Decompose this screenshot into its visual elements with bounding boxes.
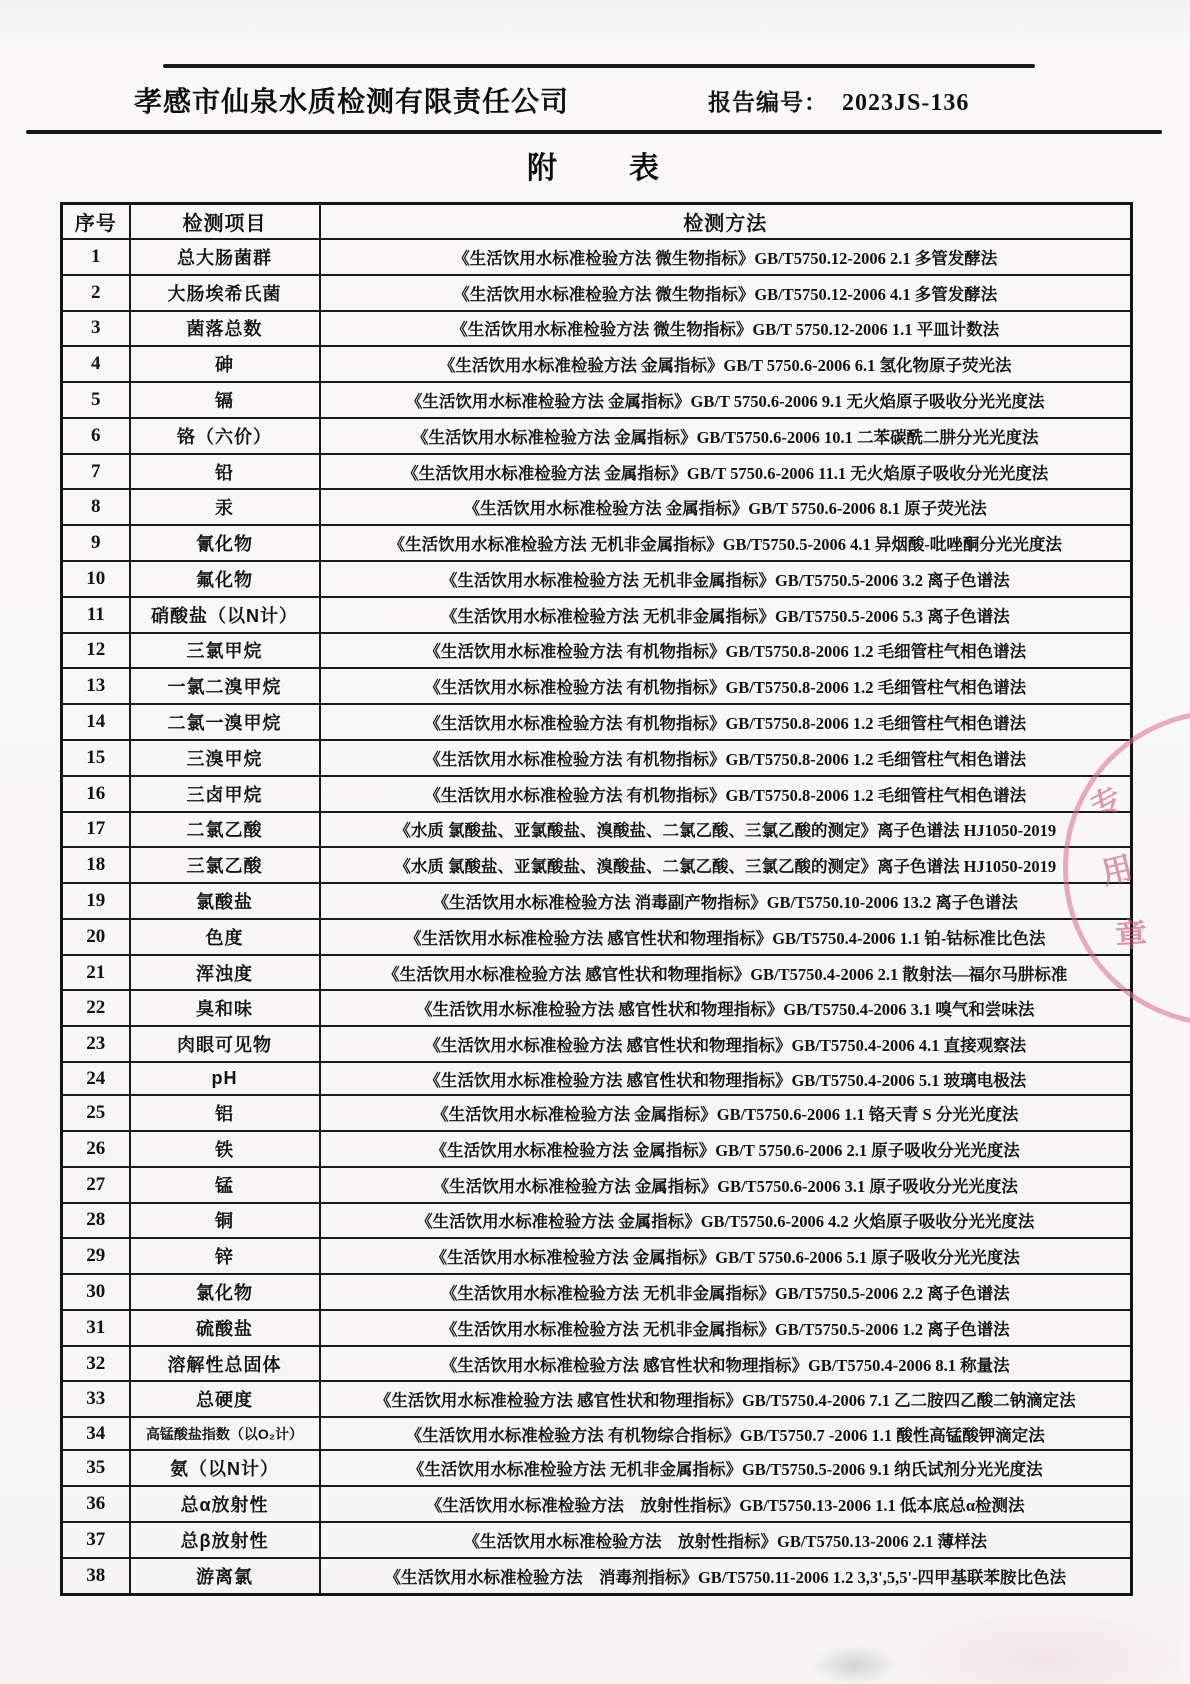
row-test-method: 《生活饮用水标准检验方法 有机物综合指标》GB/T5750.7 -2006 1.1 酸性高锰酸钾滴定法 [320,1417,1132,1450]
row-test-method: 《生活饮用水标准检验方法 感官性状和物理指标》GB/T5750.4-2006 4.1 直接观察法 [320,1026,1132,1062]
row-test-item: 总硬度 [130,1381,320,1417]
row-test-item: 总α放射性 [130,1486,320,1522]
row-test-method: 《生活饮用水标准检验方法 无机非金属指标》GB/T5750.5-2006 9.1 纳氏试剂分光光度法 [320,1450,1132,1486]
table-row [62,275,1132,311]
row-seq-no: 9 [62,525,130,561]
row-test-item: 菌落总数 [130,311,320,347]
row-test-method: 《生活饮用水标准检验方法 金属指标》GB/T 5750.6-2006 8.1 原子荧光法 [320,489,1132,525]
table-row [62,668,1132,704]
table-row [62,1417,1132,1450]
row-test-method: 《生活饮用水标准检验方法 金属指标》GB/T5750.6-2006 1.1 铬天青 S 分光光度法 [320,1095,1132,1131]
table-row [62,812,1132,848]
row-seq-no: 27 [62,1167,130,1203]
row-test-method: 《生活饮用水标准检验方法 无机非金属指标》GB/T5750.5-2006 3.2 离子色谱法 [320,561,1132,597]
row-test-item: 总大肠菌群 [130,239,320,275]
row-test-item: 肉眼可见物 [130,1026,320,1062]
row-seq-no: 25 [62,1095,130,1131]
row-test-item: 铜 [130,1203,320,1239]
row-seq-no: 24 [62,1062,130,1095]
row-test-method: 《生活饮用水标准检验方法 感官性状和物理指标》GB/T5750.4-2006 7.1 乙二胺四乙酸二钠滴定法 [320,1381,1132,1417]
row-seq-no: 14 [62,704,130,740]
table-row [62,955,1132,991]
table-row [62,1131,1132,1167]
row-seq-no: 32 [62,1346,130,1382]
table-row [62,704,1132,740]
row-test-item: 三卤甲烷 [130,776,320,812]
table-row [62,1238,1132,1274]
page-title: 附 表 [527,152,663,185]
table-row [62,346,1132,382]
row-test-method: 《生活饮用水标准检验方法 金属指标》GB/T5750.6-2006 3.1 原子吸收分光光度法 [320,1167,1132,1203]
row-test-method: 《生活饮用水标准检验方法 无机非金属指标》GB/T5750.5-2006 5.3 离子色谱法 [320,597,1132,633]
red-seal-char: 用 [1097,849,1137,892]
row-seq-no: 13 [62,668,130,704]
row-test-item: 铅 [130,454,320,490]
row-test-method: 《生活饮用水标准检验方法 金属指标》GB/T 5750.6-2006 5.1 原子吸收分光光度法 [320,1238,1132,1274]
table-row [62,1203,1132,1239]
row-seq-no: 3 [62,311,130,347]
row-test-item: 铝 [130,1095,320,1131]
row-test-method: 《生活饮用水标准检验方法 金属指标》GB/T 5750.6-2006 2.1 原子吸收分光光度法 [320,1131,1132,1167]
row-seq-no: 19 [62,883,130,919]
row-test-item: 二氯一溴甲烷 [130,704,320,740]
row-test-method: 《生活饮用水标准检验方法 感官性状和物理指标》GB/T5750.4-2006 5.1 玻璃电极法 [320,1062,1132,1095]
row-test-method: 《水质 氯酸盐、亚氯酸盐、溴酸盐、二氯乙酸、三氯乙酸的测定》离子色谱法 HJ1050-2019 [320,847,1132,883]
header-test-method: 检测方法 [320,204,1132,240]
row-test-item: pH [130,1062,320,1095]
row-seq-no: 16 [62,776,130,812]
row-test-method: 《生活饮用水标准检验方法 感官性状和物理指标》GB/T5750.4-2006 3.1 嗅气和尝味法 [320,990,1132,1026]
row-test-method: 《生活饮用水标准检验方法 金属指标》GB/T5750.6-2006 10.1 二苯碳酰二肼分光光度法 [320,418,1132,454]
table-row [62,1558,1132,1595]
row-seq-no: 38 [62,1558,130,1595]
row-test-item: 浑浊度 [130,955,320,991]
table-row [62,633,1132,669]
row-seq-no: 2 [62,275,130,311]
row-seq-no: 35 [62,1450,130,1486]
row-test-method: 《生活饮用水标准检验方法 感官性状和物理指标》GB/T5750.4-2006 8.1 称量法 [320,1346,1132,1382]
row-test-item: 铬（六价） [130,418,320,454]
row-test-item: 三溴甲烷 [130,740,320,776]
row-seq-no: 26 [62,1131,130,1167]
row-test-method: 《水质 氯酸盐、亚氯酸盐、溴酸盐、二氯乙酸、三氯乙酸的测定》离子色谱法 HJ1050-2019 [320,812,1132,848]
row-test-method: 《生活饮用水标准检验方法 消毒副产物指标》GB/T5750.10-2006 13.2 离子色谱法 [320,883,1132,919]
row-test-method: 《生活饮用水标准检验方法 金属指标》GB/T5750.6-2006 4.2 火焰原子吸收分光光度法 [320,1203,1132,1239]
row-seq-no: 17 [62,812,130,848]
company-name: 孝感市仙泉水质检测有限责任公司 [134,86,570,117]
row-test-item: 汞 [130,489,320,525]
row-test-item: 一氯二溴甲烷 [130,668,320,704]
row-seq-no: 29 [62,1238,130,1274]
row-test-item: 大肠埃希氏菌 [130,275,320,311]
scan-smudge-gray [810,1645,900,1684]
row-seq-no: 8 [62,489,130,525]
header-seq-no: 序号 [62,204,130,240]
row-test-method: 《生活饮用水标准检验方法 无机非金属指标》GB/T5750.5-2006 1.2 离子色谱法 [320,1310,1132,1346]
row-test-item: 高锰酸盐指数（以O₂计） [130,1417,320,1450]
table-row [62,489,1132,525]
row-test-item: 氯酸盐 [130,883,320,919]
top-rule-line [163,64,1035,68]
red-seal-char: 专 [1085,781,1128,825]
row-seq-no: 30 [62,1274,130,1310]
row-test-method: 《生活饮用水标准检验方法 金属指标》GB/T 5750.6-2006 11.1 无火焰原子吸收分光光度法 [320,454,1132,490]
table-row [62,239,1132,275]
red-seal-char: 章 [1113,915,1149,955]
row-seq-no: 36 [62,1486,130,1522]
row-seq-no: 20 [62,919,130,955]
row-test-method: 《生活饮用水标准检验方法 无机非金属指标》GB/T5750.5-2006 4.1 异烟酸-吡唑酮分光光度法 [320,525,1132,561]
row-seq-no: 21 [62,955,130,991]
table-row [62,597,1132,633]
row-test-method: 《生活饮用水标准检验方法 金属指标》GB/T 5750.6-2006 6.1 氢化物原子荧光法 [320,346,1132,382]
row-test-item: 硫酸盐 [130,1310,320,1346]
row-seq-no: 37 [62,1522,130,1558]
row-test-method: 《生活饮用水标准检验方法 无机非金属指标》GB/T5750.5-2006 2.2 离子色谱法 [320,1274,1132,1310]
report-number-label: 报告编号： [708,89,828,115]
table-row [62,883,1132,919]
report-number-value: 2023JS-136 [842,90,970,116]
row-test-method: 《生活饮用水标准检验方法 放射性指标》GB/T5750.13-2006 1.1 低本底总α检测法 [320,1486,1132,1522]
scan-smudge-pink [880,1600,1180,1684]
row-test-item: 溶解性总固体 [130,1346,320,1382]
row-seq-no: 23 [62,1026,130,1062]
test-method-table [60,202,1133,1596]
row-test-item: 色度 [130,919,320,955]
report-number [708,84,969,117]
row-test-method: 《生活饮用水标准检验方法 感官性状和物理指标》GB/T5750.4-2006 1.1 铂-钴标准比色法 [320,919,1132,955]
row-test-method: 《生活饮用水标准检验方法 有机物指标》GB/T5750.8-2006 1.2 毛细管柱气相色谱法 [320,668,1132,704]
row-seq-no: 34 [62,1417,130,1450]
row-test-item: 氟化物 [130,561,320,597]
table-row [62,1450,1132,1486]
row-test-method: 《生活饮用水标准检验方法 有机物指标》GB/T5750.8-2006 1.2 毛细管柱气相色谱法 [320,633,1132,669]
row-test-item: 铁 [130,1131,320,1167]
table-row [62,382,1132,418]
row-test-method: 《生活饮用水标准检验方法 金属指标》GB/T 5750.6-2006 9.1 无火焰原子吸收分光光度法 [320,382,1132,418]
table-header [62,204,1132,240]
row-test-item: 二氯乙酸 [130,812,320,848]
table-row [62,1310,1132,1346]
row-seq-no: 18 [62,847,130,883]
row-seq-no: 6 [62,418,130,454]
table-row [62,740,1132,776]
row-test-method: 《生活饮用水标准检验方法 消毒剂指标》GB/T5750.11-2006 1.2 3,3',5,5'-四甲基联苯胺比色法 [320,1558,1132,1595]
table-row [62,1062,1132,1095]
row-seq-no: 5 [62,382,130,418]
row-test-item: 锰 [130,1167,320,1203]
table-row [62,311,1132,347]
table-body [62,239,1132,1595]
table-row [62,1381,1132,1417]
row-test-method: 《生活饮用水标准检验方法 微生物指标》GB/T5750.12-2006 2.1 多管发酵法 [320,239,1132,275]
row-test-item: 镉 [130,382,320,418]
table-row [62,418,1132,454]
table-row [62,1095,1132,1131]
table-row [62,1167,1132,1203]
row-seq-no: 7 [62,454,130,490]
row-test-item: 锌 [130,1238,320,1274]
row-test-method: 《生活饮用水标准检验方法 放射性指标》GB/T5750.13-2006 2.1 薄样法 [320,1522,1132,1558]
row-test-method: 《生活饮用水标准检验方法 微生物指标》GB/T 5750.12-2006 1.1 平皿计数法 [320,311,1132,347]
header-divider-line [26,130,1162,134]
table-row [62,919,1132,955]
table-row [62,1346,1132,1382]
row-seq-no: 28 [62,1203,130,1239]
table-row [62,847,1132,883]
table-row [62,1026,1132,1062]
table-row [62,776,1132,812]
row-seq-no: 4 [62,346,130,382]
row-test-item: 氨（以N计） [130,1450,320,1486]
table-row [62,1522,1132,1558]
row-test-method: 《生活饮用水标准检验方法 有机物指标》GB/T5750.8-2006 1.2 毛细管柱气相色谱法 [320,740,1132,776]
row-seq-no: 31 [62,1310,130,1346]
row-test-item: 游离氯 [130,1558,320,1595]
table-row [62,1486,1132,1522]
row-test-method: 《生活饮用水标准检验方法 感官性状和物理指标》GB/T5750.4-2006 2.1 散射法—福尔马肼标准 [320,955,1132,991]
row-seq-no: 1 [62,239,130,275]
table-header-row [62,204,1132,240]
row-test-method: 《生活饮用水标准检验方法 微生物指标》GB/T5750.12-2006 4.1 多管发酵法 [320,275,1132,311]
table-row [62,1274,1132,1310]
row-seq-no: 22 [62,990,130,1026]
header-test-item: 检测项目 [130,204,320,240]
row-test-item: 硝酸盐（以N计） [130,597,320,633]
row-seq-no: 12 [62,633,130,669]
table-row [62,561,1132,597]
document-header [0,78,1190,126]
row-test-item: 氯化物 [130,1274,320,1310]
row-seq-no: 15 [62,740,130,776]
row-test-item: 臭和味 [130,990,320,1026]
row-seq-no: 10 [62,561,130,597]
row-test-item: 三氯甲烷 [130,633,320,669]
table-row [62,454,1132,490]
row-test-method: 《生活饮用水标准检验方法 有机物指标》GB/T5750.8-2006 1.2 毛细管柱气相色谱法 [320,704,1132,740]
row-seq-no: 11 [62,597,130,633]
row-seq-no: 33 [62,1381,130,1417]
row-test-item: 总β放射性 [130,1522,320,1558]
row-test-method: 《生活饮用水标准检验方法 有机物指标》GB/T5750.8-2006 1.2 毛细管柱气相色谱法 [320,776,1132,812]
table-row [62,525,1132,561]
row-test-item: 氰化物 [130,525,320,561]
row-test-item: 三氯乙酸 [130,847,320,883]
row-test-item: 砷 [130,346,320,382]
table-row [62,990,1132,1026]
